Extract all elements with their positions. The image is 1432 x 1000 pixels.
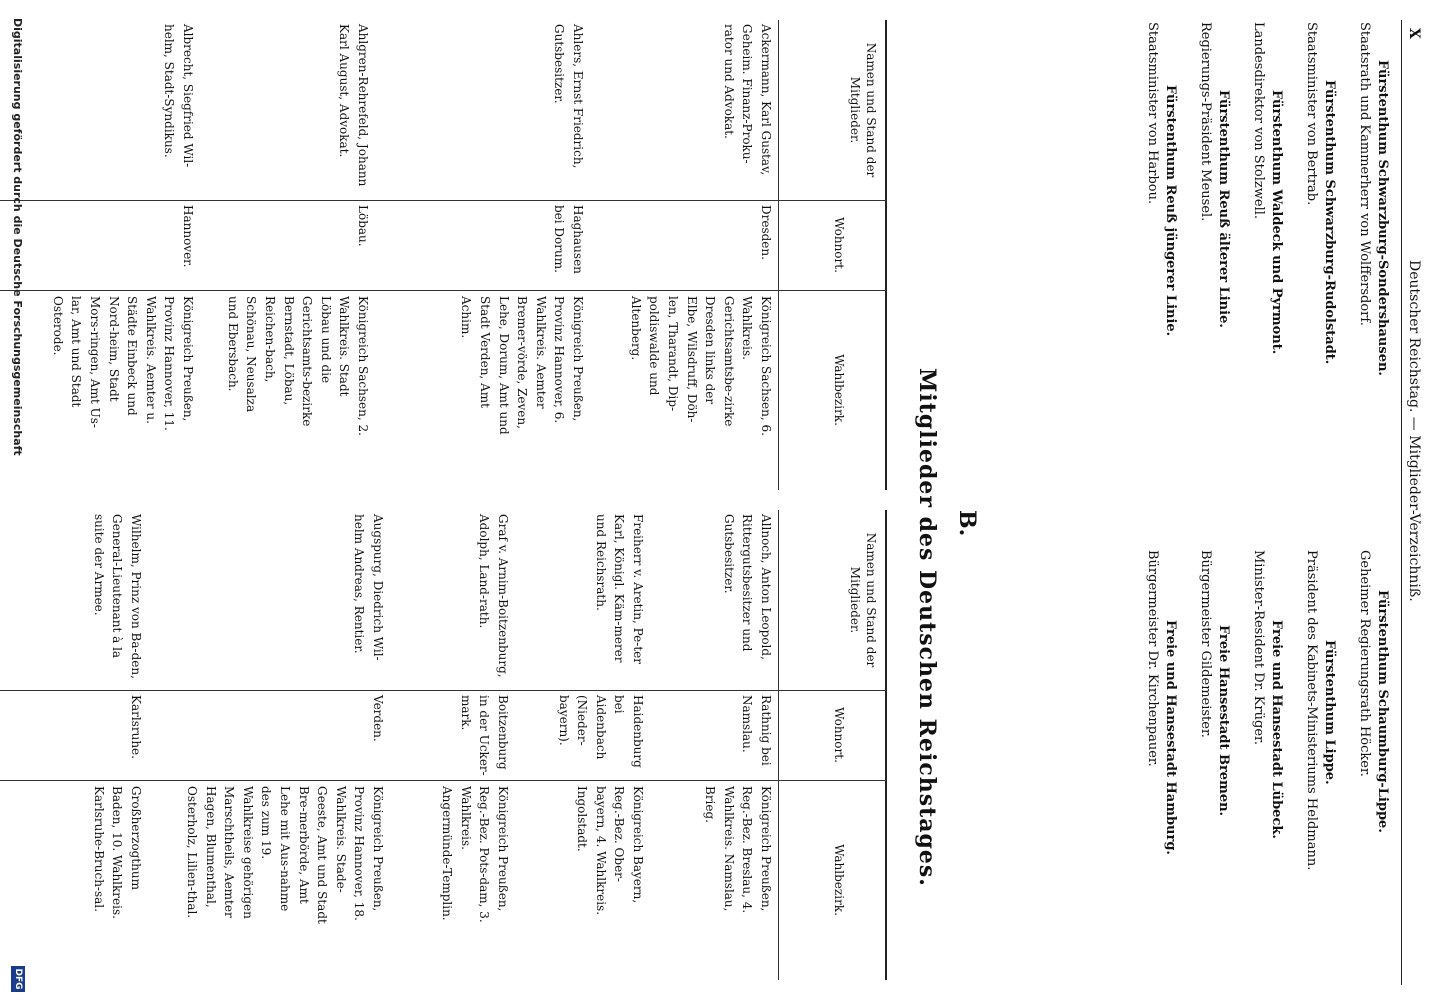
state-official: Minister-Resident Dr. Krüger. xyxy=(1251,550,1266,745)
state-official: Bürgermeister Gildemeister. xyxy=(1198,550,1213,738)
member-district: Königreich Sachsen, 2. Wahlkreis. Stadt Löbau und die Gerichtsamts-bezirke Bernstadt, Löbau, Reichen-bach, Schönau, Neusalza und Ebersbach. xyxy=(225,296,370,436)
member-name: Ahlers, Ernst Friedrich, Gutsbesitzer. xyxy=(552,24,585,169)
state-heading: Fürstenthum Reuß jüngerer Linie. xyxy=(1163,85,1178,337)
state-heading: Fürstenthum Schwarzburg-Sondershausen. xyxy=(1375,60,1390,376)
header-name: Namen und Stand der Mitglieder. xyxy=(847,42,878,178)
state-official: Staatsrath und Kammerherr von Wolffersdorf. xyxy=(1357,22,1372,326)
member-name: Augspurg, Diedrich Wil-helm Andreas, Rentier. xyxy=(352,514,385,661)
member-residence: Dresden. xyxy=(759,205,773,260)
member-name: Albrecht, Siegfried Wil-helm, Stadt-Syndikus. xyxy=(162,24,195,168)
state-official: Geheimer Regierungsrath Höcker. xyxy=(1357,550,1372,777)
member-district: Königreich Bayern, Reg.-Bez. Ober-bayern, 4. Wahlkreis. Ingolstadt. xyxy=(575,786,645,916)
state-heading: Fürstenthum Schwarzburg-Rudolstadt. xyxy=(1322,80,1337,365)
member-name: Freiherr v. Aretin, Pe-ter Karl, Königl. Käm-merer und Reichsrath. xyxy=(593,514,645,664)
member-district: Königreich Preußen, Reg.-Bez. Pots-dam, 3. Wahlkreis. Angermünde-Templin. xyxy=(440,786,510,923)
table-top-rule xyxy=(885,20,887,490)
state-heading: Fürstenthum Waldeck und Pyrmont. xyxy=(1269,90,1284,355)
member-residence: Karlsruhe. xyxy=(129,695,143,759)
member-residence: Verden. xyxy=(371,695,385,742)
header-district: Wahlbezirk. xyxy=(832,354,846,426)
state-official: Präsident des Kabinets-Ministeriums Heldmann. xyxy=(1304,550,1319,871)
members-table-right xyxy=(0,510,887,980)
member-district: Königreich Preußen, Provinz Hannover, 11. Wahlkreis. Aemter u. Städte Einbeck und Nord-heim, Stadt Mors-ringen, Amt Us-lar, Amt und Stadt Osterode. xyxy=(50,296,195,431)
column-divider xyxy=(0,200,887,201)
member-district: Großherzogthum Baden, 10. Wahlkreis. Karlsruhe-Bruch-sal. xyxy=(91,786,143,919)
member-district: Königreich Preußen, Provinz Hannover, 18. Wahlkreis. Stade-Geeste, Amt und Stadt Bre-merbörde, Amt Lehe mit Aus-nahme des zum 19. Wahlkreise gehörigen Marschtheils, Aemter Hagen, Blumenthal, Osterholz, Lilien-thal. xyxy=(185,786,385,924)
member-district: Königreich Preußen, Provinz Hannover, 6. Wahlkreis. Aemter Bremer-vörde, Zeven, Lehe, Dorum, Amt und Stadt Verden, Amt Achim. xyxy=(459,296,585,435)
page-number: X xyxy=(1406,28,1422,39)
column-divider xyxy=(0,290,887,291)
state-official: Staatsminister von Bertrab. xyxy=(1304,22,1319,206)
state-heading: Fürstenthum Schaumburg-Lippe. xyxy=(1375,590,1390,833)
member-district: Königreich Preußen, Reg.-Bez. Breslau, 4. Wahlkreis. Namslau, Brieg. xyxy=(703,786,773,914)
table-head-rule xyxy=(778,20,779,490)
running-title: Deutscher Reichstag. — Mitglieder-Verzeichniß. xyxy=(1406,260,1422,602)
state-heading: Freie und Hansestadt Hamburg. xyxy=(1163,620,1178,855)
column-divider xyxy=(0,780,887,781)
member-name: Ahlgren-Rehrefeld, Johann Karl August, Advokat. xyxy=(337,24,370,187)
member-residence: Haghausen bei Dorum. xyxy=(552,205,585,274)
state-official: Staatsminister von Harbou. xyxy=(1145,22,1160,205)
header-rule xyxy=(1401,20,1402,985)
state-official: Regierungs-Präsident Meusel. xyxy=(1198,22,1213,222)
header-district: Wahlbezirk. xyxy=(832,844,846,916)
table-head-rule xyxy=(778,510,779,980)
digitization-note: Digitalisierung gefördert durch die Deutsche Forschungsgemeinschaft xyxy=(11,18,24,456)
member-residence: Boitzenburg in der Ucker-mark. xyxy=(458,695,510,776)
header-residence: Wohnort. xyxy=(832,707,846,763)
digitization-footer xyxy=(4,0,30,1000)
state-official: Landesdirektor von Stolzwell. xyxy=(1251,22,1266,220)
state-heading: Fürstenthum Reuß älterer Linie. xyxy=(1216,90,1231,328)
members-table-left xyxy=(0,20,887,490)
member-residence: Hannover. xyxy=(181,205,195,268)
state-heading: Freie und Hansestadt Lübeck. xyxy=(1269,620,1284,839)
member-name: Allnoch, Anton Leopold, Rittergutsbesitzer und Gutsbesitzer. xyxy=(721,514,773,660)
table-top-rule xyxy=(885,510,887,980)
column-divider xyxy=(0,690,887,691)
member-residence: Haidenburg bei Aidenbach (Nieder-bayern). xyxy=(556,695,645,768)
header-residence: Wohnort. xyxy=(832,217,846,273)
member-residence: Rathnig bei Namslau. xyxy=(740,695,773,766)
section-letter: B. xyxy=(954,510,980,537)
member-district: Königreich Sachsen, 6. Wahlkreis. Gerichtsamtsbe-zirke Dresden links der Elbe, Wilsdruff, Döh-len, Tharandt, Dip-poldiswalde und Altenberg. xyxy=(628,296,773,436)
state-heading: Freie Hansestadt Bremen. xyxy=(1216,625,1231,817)
state-official: Bürgermeister Dr. Kirchenpauer. xyxy=(1145,550,1160,767)
member-residence: Löbau. xyxy=(356,205,370,247)
dfg-logo: DFG xyxy=(11,966,25,992)
member-name: Graf v. Arnim-Boitzenburg, Adolph, Land-rath. xyxy=(477,514,510,678)
section-title: Mitglieder des Deutschen Reichstages. xyxy=(914,368,940,887)
member-name: Ackermann, Karl Gustav, Geheim. Finanz-Proku-rator und Advokat. xyxy=(721,24,773,176)
state-heading: Fürstenthum Lippe. xyxy=(1322,640,1337,785)
header-name: Namen und Stand der Mitglieder. xyxy=(847,532,878,668)
member-name: Wilhelm, Prinz von Ba-den, General-Lieutenant à la suite der Armee. xyxy=(91,514,143,679)
